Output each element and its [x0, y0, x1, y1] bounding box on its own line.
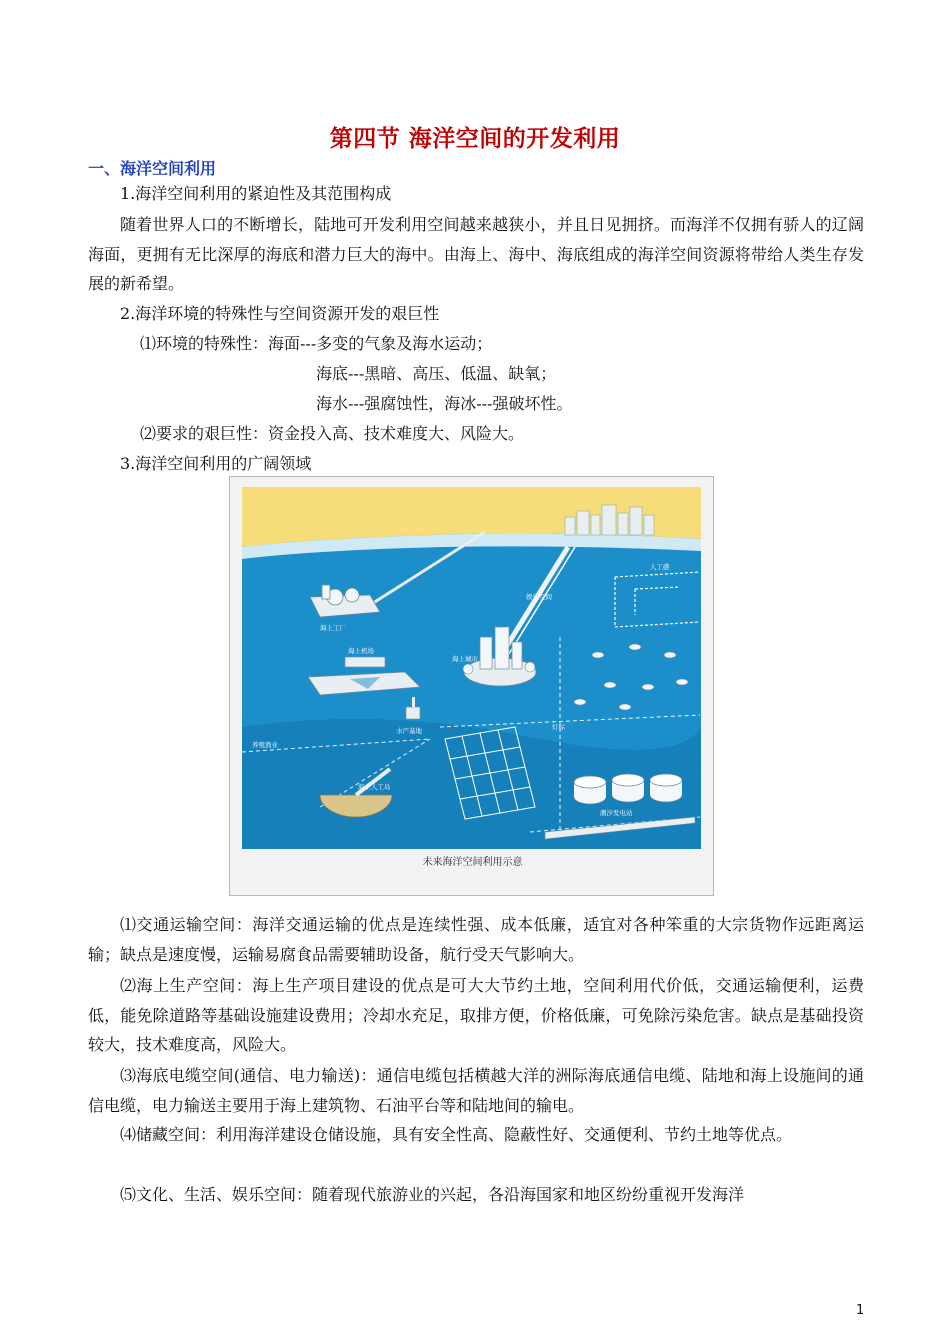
label-lighthouse: 灯标 — [552, 723, 565, 731]
label-sea-airport: 海上机场 — [348, 647, 374, 655]
env-feature-seabed: 海底---黑暗、高压、低温、缺氧； — [316, 364, 557, 383]
paragraph-production-space: ⑵海上生产空间：海上生产项目建设的优点是可大大节约土地，空间利用代价低，交通运输便利，运费低，能免除道路等基础设施建设费用；冷却水充足，取排方便，价格低廉，可免除污染危害。缺点是基础投资较大，技术难度高，风险大。 — [88, 976, 864, 1054]
item2-heading: 2.海洋环境的特殊性与空间资源开发的艰巨性 — [120, 304, 440, 323]
paragraph-storage-space: ⑷储藏空间：利用海洋建设仓储设施，具有安全性高、隐蔽性好、交通便利、节约土地等优点。 — [120, 1125, 793, 1144]
page-number: 1 — [856, 1303, 865, 1318]
label-aqua-base: 水产基地 — [396, 727, 422, 735]
item1-heading: 1.海洋空间利用的紧迫性及其范围构成 — [120, 184, 392, 203]
label-sea-city: 海上城市 — [452, 655, 478, 663]
label-sea-factory: 海上工厂 — [320, 624, 346, 632]
paragraph-cable-space: ⑶海底电缆空间(通信、电力输送)：通信电缆包括横越大洋的洲际海底通信电缆、陆地和海上设施间的通信电缆，电力输送主要用于海上建筑物、石油平台等和陆地间的输电。 — [88, 1066, 864, 1115]
paragraph-transport-space: ⑴交通运输空间：海洋交通运输的优点是连续性强、成本低廉，适宜对各种笨重的大宗货物作远距离运输；缺点是速度慢，运输易腐食品需要辅助设备，航行受天气影响大。 — [88, 915, 864, 964]
figure-caption: 未来海洋空间利用示意 — [422, 857, 523, 868]
page-title: 第四节 海洋空间的开发利用 — [329, 126, 621, 152]
label-artificial-island: 海上人工岛 — [358, 783, 391, 791]
ocean-space-illustration — [229, 476, 714, 896]
label-fishery: 养殖渔业 — [252, 741, 278, 749]
requirement-difficulty: ⑵要求的艰巨性：资金投入高、技术难度大、风险大。 — [140, 424, 525, 443]
section-heading: 一、海洋空间利用 — [88, 159, 217, 178]
label-entertainment: 娱乐空间 — [526, 593, 552, 601]
item1-paragraph: 随着世界人口的不断增长，陆地可开发利用空间越来越狭小，并且日见拥挤。而海洋不仅拥有骄人的辽阔海面，更拥有无比深厚的海底和潜力巨大的海中。由海上、海中、海底组成的海洋空间资源将带给人类生存发展的新希望。 — [88, 215, 864, 293]
item3-heading: 3.海洋空间利用的广阔领域 — [120, 454, 312, 473]
paragraph-culture-space: ⑸文化、生活、娱乐空间：随着现代旅游业的兴起，各沿海国家和地区纷纷重视开发海洋 — [120, 1185, 745, 1204]
illustration-svg — [230, 477, 713, 895]
label-power-station: 潮汐发电站 — [600, 809, 633, 817]
env-feature-sea-surface: ⑴环境的特殊性：海面---多变的气象及海水运动； — [140, 334, 493, 353]
env-feature-seawater: 海水---强腐蚀性，海冰---强破坏性。 — [316, 394, 573, 413]
label-artificial-reef: 人工礁 — [650, 563, 670, 571]
